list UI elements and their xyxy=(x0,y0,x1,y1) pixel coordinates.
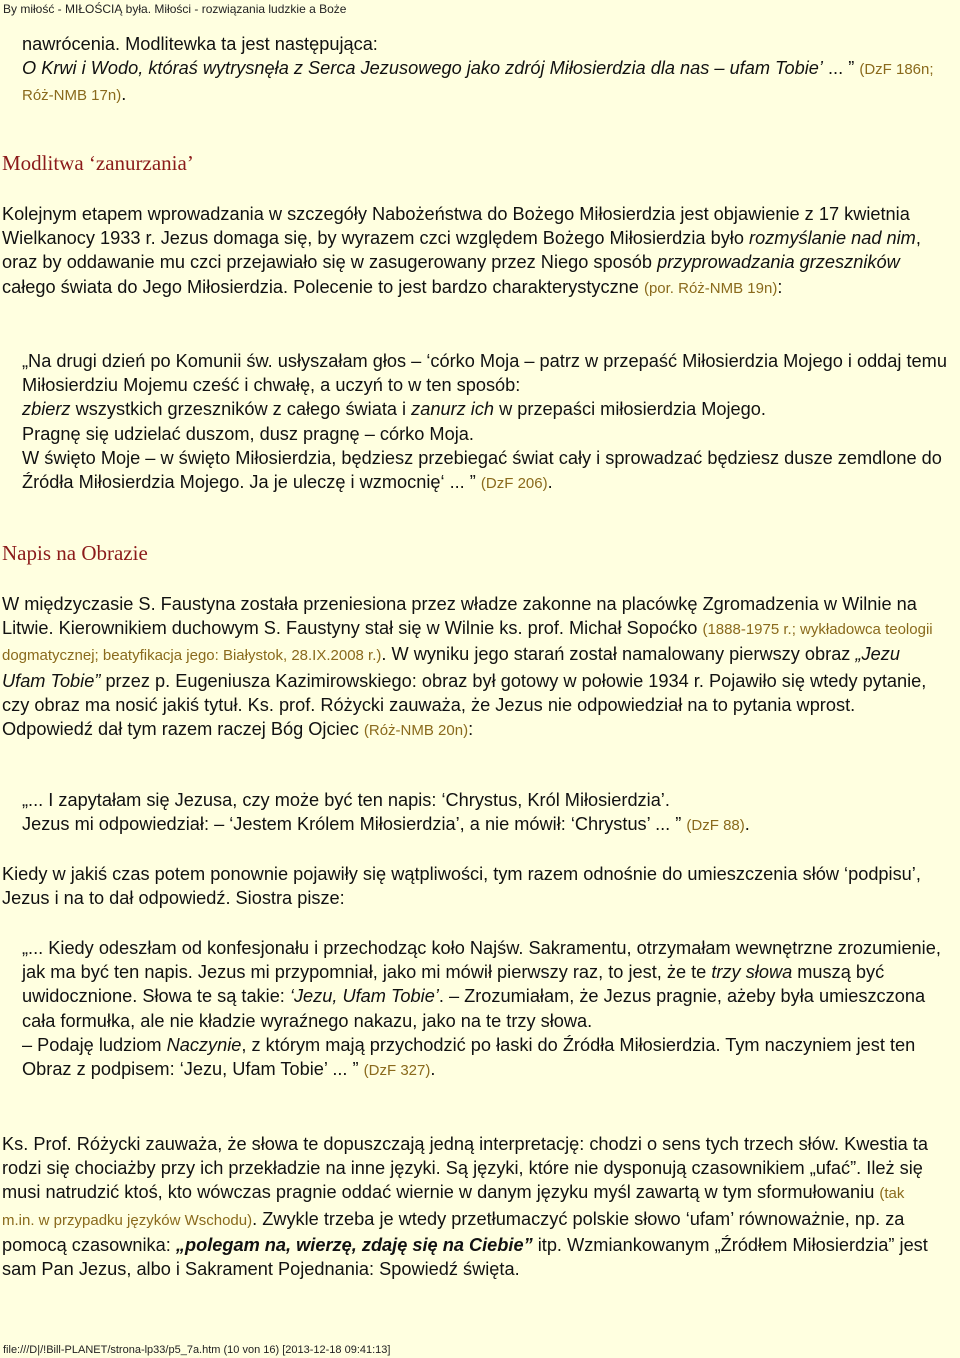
text: muszą być uwidocznione. Słowa te są takie: xyxy=(22,962,885,1007)
text-italic: przyprowadzania grzeszników xyxy=(657,252,900,273)
text: . xyxy=(547,472,553,493)
intro-ref: (DzF 186n; Róż-NMB 17n) xyxy=(22,61,934,105)
quote-line: „... I zapytałam się Jezusa, czy może być ten napis: ‘Chrystus, Król Miłosierdzia’. xyxy=(22,790,670,810)
section2-paragraph-3 xyxy=(0,1132,960,1281)
text: w przepaści miłosierdzia Mojego. xyxy=(494,399,766,420)
text-italic: zanurz ich xyxy=(411,399,495,420)
text: itp. Wzmiankowanym „Źródłem Miłosierdzia” jest sam Pan Jezus, albo i Sakrament Pojednania: Spowiedź święta. xyxy=(2,1234,928,1280)
text: . – Zrozumiałam, że Jezus pragnie, ażeby była umieszczona cała formułka, ale nie kładzie wyraźnego nakazu, jako na te trzy słowa. xyxy=(22,986,926,1031)
text: , oraz by oddawanie mu czci przejawiało się w zasugerowany przez Niego sposób xyxy=(2,228,921,273)
intro-quote xyxy=(0,32,960,109)
quote-line: „Na drugi dzień po Komunii św. usłyszałam głos – ‘córko Moja – patrz w przepaść Miłosierdzia Mojego i oddaj temu Miłosierdziu Mojemu cześć i chwałę, a uczyń to w ten sposób: xyxy=(22,351,947,396)
page-footer: file:///D|/!Bill-PLANET/strona-lp33/p5_7a.htm (10 von 16) [2013-12-18 09:41:13] xyxy=(3,1344,391,1356)
text-italic: zbierz xyxy=(22,399,71,420)
page-header: By miłość - MIŁOŚCIĄ była. Miłości - rozwiązania ludzkie a Boże xyxy=(3,2,347,16)
section-title-prayer: Modlitwa ‘zanurzania’ xyxy=(2,151,194,175)
reference: (DzF 327) xyxy=(363,1062,431,1080)
intro-prayer: O Krwi i Wodo, któraś wytrysnęła z Serca Jezusowego jako zdrój Miłosierdzia dla nas – ufam Tobie’ xyxy=(22,58,823,79)
text-italic: „Jezu Ufam Tobie” xyxy=(2,644,900,691)
text: . xyxy=(744,814,750,835)
text: . Zwykle trzeba je wtedy przetłumaczyć polskie słowo ‘ufam’ równoważnie, np. za pomocą czasownika: xyxy=(2,1208,905,1255)
section1-paragraph xyxy=(0,202,960,301)
section2-quote-2 xyxy=(0,936,960,1083)
section-title-inscription: Napis na Obrazie xyxy=(2,541,148,565)
text: wszystkich grzeszników z całego świata i xyxy=(70,399,412,420)
text: . xyxy=(430,1059,436,1080)
text: – Podaję ludziom xyxy=(22,1034,167,1055)
text: W międzyczasie S. Faustyna została przeniesiona przez władze zakonne na placówkę Zgromadzenia w Wilnie na Litwie. Kierownikiem duchowym S. Faustyny stał się w Wilnie ks. prof. Michał Sopoćko xyxy=(2,594,917,639)
reference: (DzF 88) xyxy=(686,817,745,835)
section2-paragraph-2: Kiedy w jakiś czas potem ponownie pojawiły się wątpliwości, tym razem odnośnie do umieszczenia słów ‘podpisu’, Jezus i na to dał odpowiedź. Siostra pisze: xyxy=(2,864,921,909)
reference: (tak m.in. w przypadku języków Wschodu) xyxy=(2,1185,905,1229)
text: : xyxy=(468,719,474,740)
quote-line: Pragnę się udzielać duszom, dusz pragnę – córko Moja. xyxy=(22,423,474,444)
section1-quote xyxy=(0,349,960,496)
intro-tail: ... ” xyxy=(822,58,855,79)
reference: (Róż-NMB 20n) xyxy=(363,722,469,740)
text-italic: trzy słowa xyxy=(711,962,793,983)
reference: (DzF 206) xyxy=(480,475,548,493)
text: Kolejnym etapem wprowadzania w szczegóły Nabożeństwa do Bożego Miłosierdzia jest objawienie z 17 kwietnia Wielkanocy 1933 r. Jezus domaga się, by wyrazem czci względem Bożego Miłosierdzia było xyxy=(2,204,910,249)
reference: (por. Róż-NMB 19n) xyxy=(643,279,778,297)
text-italic: Naczynie xyxy=(166,1034,242,1055)
quote-line: Jezus mi odpowiedział: – ‘Jestem Królem Miłosierdzia’, a nie mówił: ‘Chrystus’ ... ” xyxy=(22,814,682,835)
reference: (1888-1975 r.; wykładowca teologii dogmatycznej; beatyfikacja jego: Białystok, 28.IX.2008 r.) xyxy=(2,621,933,665)
section2-paragraph-1 xyxy=(0,592,960,743)
text-italic: ‘Jezu, Ufam Tobie’ xyxy=(289,986,439,1007)
text: Ks. Prof. Różycki zauważa, że słowa te dopuszczają jedną interpretację: chodzi o sens tych trzech słów. Kwestia ta rodzi się chociażby przy ich przekładzie na inne języki. Są języki, które nie dysponują czasownikiem „ufać”. Ileż się musi natrudzić ktoś, kto wówczas pragnie oddać wiernie w danym języku myśl zawartą w tym sformułowaniu xyxy=(2,1134,928,1203)
intro-end: . xyxy=(121,84,127,105)
text: przez p. Eugeniusza Kazimirowskiego: obraz był gotowy w połowie 1934 r. Pojawiło się wtedy pytanie, czy obraz ma nosić jakiś tytuł. Ks. prof. Różycki zauważa, że Jezus nie odpowiedział na to pytania wprost. Odpowiedź dał tym razem raczej Bóg Ojciec xyxy=(2,670,927,740)
text: całego świata do Jego Miłosierdzia. Polecenie to jest bardzo charakterystyczne xyxy=(2,276,644,297)
intro-line: nawrócenia. Modlitewka ta jest następująca: xyxy=(22,34,378,54)
text: : xyxy=(777,276,783,297)
text: . W wyniku jego starań został namalowany pierwszy obraz xyxy=(381,644,856,665)
section2-quote-1 xyxy=(0,788,760,838)
text-bold-italic: „polegam na, wierzę, zdaję się na Ciebie” xyxy=(175,1234,533,1255)
text-italic: rozmyślanie nad nim xyxy=(749,228,916,249)
text: , z którym mają przychodzić po łaski do Źródła Miłosierdzia. Tym naczyniem jest ten Obraz z podpisem: ‘Jezu, Ufam Tobie’ ... ” xyxy=(22,1034,916,1080)
text: „... Kiedy odeszłam od konfesjonału i przechodząc koło Najśw. Sakramentu, otrzymałam wewnętrzne zrozumienie, jak ma być ten napis. Jezus mi przypomniał, jako mi mówił pierwszy raz, to jest, że te xyxy=(22,938,941,983)
quote-line: W święto Moje – w święto Miłosierdzia, będziesz przebiegać świat cały i sprowadzać będziesz dusze zemdlone do Źródła Miłosierdzia Mojego. Ja je uleczę i wzmocnię‘ ... ” xyxy=(22,447,942,493)
